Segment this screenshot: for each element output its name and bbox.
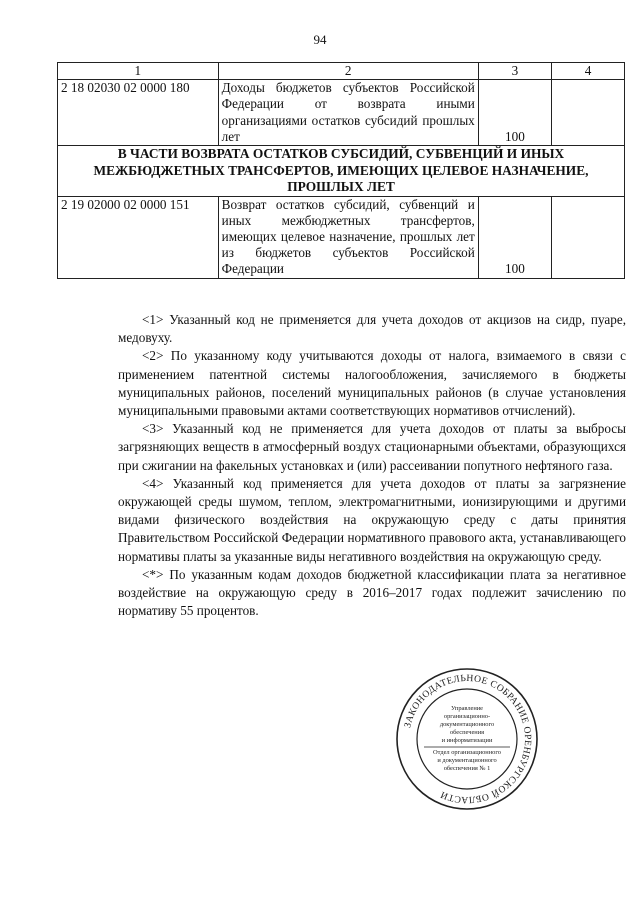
row-name: Возврат остатков субсидий, субвенций и иных межбюджетных трансфертов, имеющих целевое назначение, прошлых лет из бюджетов субъектов Российской Федерации — [218, 196, 478, 278]
header-col-1: 1 — [58, 63, 219, 80]
row-code: 2 18 02030 02 0000 180 — [58, 80, 219, 146]
row-name: Доходы бюджетов субъектов Российской Федерации от возврата иными организациями остатков субсидий прошлых лет — [218, 80, 478, 146]
budget-table — [57, 62, 625, 279]
header-col-4: 4 — [552, 63, 625, 80]
stamp-line: Отдел организационного — [433, 749, 501, 756]
stamp-ring-text: ЗАКОНОДАТЕЛЬНОЕ СОБРАНИЕ ОРЕНБУРГСКОЙ ОБЛАСТИ — [402, 672, 534, 806]
header-col-2: 2 — [218, 63, 478, 80]
section-title: В ЧАСТИ ВОЗВРАТА ОСТАТКОВ СУБСИДИЙ, СУБВЕНЦИЙ И ИНЫХ МЕЖБЮДЖЕТНЫХ ТРАНСФЕРТОВ, ИМЕЮЩИХ ЦЕЛЕВОЕ НАЗНАЧЕНИЕ, ПРОШЛЫХ ЛЕТ — [58, 146, 625, 197]
table-row — [58, 80, 625, 146]
row-code: 2 19 02000 02 0000 151 — [58, 196, 219, 278]
footnote-1: <1> Указанный код не применяется для учета доходов от акцизов на сидр, пуаре, медовуху. — [118, 312, 626, 346]
row-extra — [552, 80, 625, 146]
stamp-line: и документационного — [437, 757, 497, 764]
footnotes — [118, 311, 626, 620]
row-extra — [552, 196, 625, 278]
row-norm: 100 — [478, 80, 551, 146]
footnote-2: <2> По указанному коду учитываются доходы от налога, взимаемого в связи с применением патентной системы налогообложения, зачисляемого в бюджеты муниципальных районов, поселений муниципальных районов (в случае установления муниципальными правовыми актами соответствующих нормативов отчислений). — [118, 348, 626, 419]
table-header-row — [58, 63, 625, 80]
footnote-4: <4> Указанный код применяется для учета доходов от платы за загрязнение окружающей среды шумом, теплом, электромагнитными, ионизирующими и другими видами физического воздействия на окружающую среду с даты принятия Правительством Российской Федерации нормативного правового акта, устанавливающего нормативы платы за указанные виды негативного воздействия на окружающую среду. — [118, 475, 626, 564]
stamp-seal-icon — [394, 666, 540, 812]
stamp-line: обеспечения — [449, 729, 485, 736]
stamp-line: и информатизации — [441, 737, 493, 744]
stamp-line: обеспечения № 1 — [443, 765, 491, 772]
stamp-line: Управление — [450, 705, 484, 712]
section-row — [58, 146, 625, 197]
header-col-3: 3 — [478, 63, 551, 80]
page-number: 94 — [313, 32, 327, 47]
footnote-3: <3> Указанный код не применяется для учета доходов от платы за выбросы загрязняющих веществ в атмосферный воздух стационарными объектами, образующихся при сжигании на факельных установках и (или) рассеивании попутного нефтяного газа. — [118, 421, 626, 473]
official-stamp — [394, 666, 540, 812]
stamp-line: организационно- — [443, 713, 491, 720]
row-norm: 100 — [478, 196, 551, 278]
footnote-star: <*> По указанным кодам доходов бюджетной классификации плата за негативное воздействие на окружающую среду в 2016–2017 годах подлежит зачислению по нормативу 55 процентов. — [118, 566, 626, 619]
stamp-line: документационного — [439, 721, 495, 728]
table-row — [58, 196, 625, 278]
